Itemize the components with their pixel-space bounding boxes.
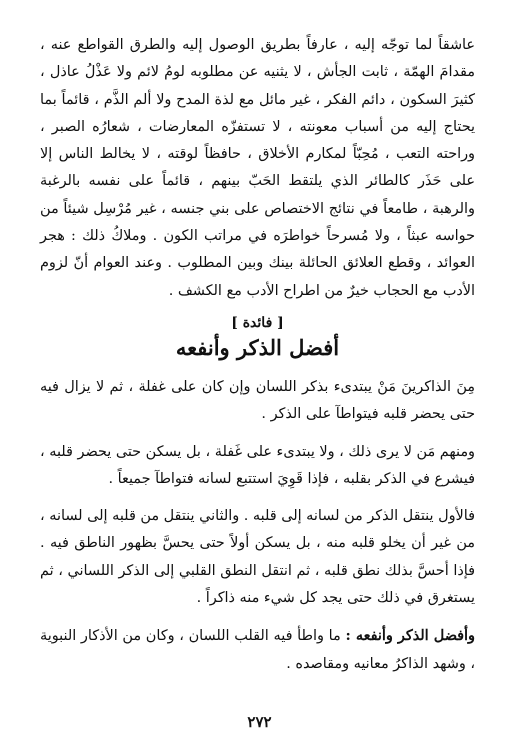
section-tag: [ فائدة ] [231,314,284,331]
page-number: ٢٧٢ [247,713,272,731]
paragraph-4-lead: وأفضل الذكر وأنفعه : [345,627,476,645]
paragraph-gap [40,612,475,622]
section-title: أفضل الذكر وأنفعه [175,334,340,360]
paragraph-4-text: ما واطأ فيه القلب اللسان ، وكان من الأذكار النبوية ، وشهد الذاكرُ معانيه ومقاصده . [40,628,475,672]
intro-paragraph: عاشقاً لما توجّه إليه ، عارفاً بطريق الوصول إليه والطرق القواطع عنه ، مقدامَ الهمّة ، ثابت الجأش ، لا يثنيه عن مطلوبه لومُ لائم ولا عَذْلُ عاذل ، كثيرَ السكون ، دائم الفكر ، غير مائل مع لذة المدح ولا ألم الذَّم ، قائماً بما يحتاج إليه من أسباب معونته ، لا تستفزّه المعارضات ، شعارُه الصبر ، وراحته التعب ، مُحِبّاً لمكارم الأخلاق ، حافظاً لوقته ، لا يخالط الناس إلا على حَذَر كالطائر الذي يلتقط الحَبّ بينهم ، قائماً على نفسه بالرغبة والرهبة ، طامعاً في نتائج الاختصاص على بني جنسه ، غير مُرْسِل شيئاً من حواسه عبثاً ، ولا مُسرحاً خواطرَه في مراتب الكون . وملاكُ ذلك : هجر العوائد ، وقطع العلائق الحائلة بينك وبين المطلوب . وعند العوام أنّ لزوم الأدب مع الحجاب خيرٌ من اطراح الأدب مع الكشف . [40,37,475,299]
paragraph-gap [40,493,475,503]
paragraph-1: مِنَ الذاكرينَ مَنْ يبتدىء بذكر اللسان وإن كان على غفلة ، ثم لا يزال فيه حتى يحضر قلبه فيتواطآ على الذكر . [40,378,475,423]
paragraph-3: فالأول ينتقل الذكر من لسانه إلى قلبه . والثاني ينتقل من قلبه إلى لسانه ، من غير أن يخلو قلبه منه ، بل يسكن أولاً حتى يحسَّ بظهور الناطق فيه . فإذا أحسَّ بذلك نطق قلبه ، ثم انتقل النطق القلبي إلى الذكر اللساني ، ثم يستغرق في ذلك حتى يجد كل شيء منه ذاكراً . [40,508,475,607]
paragraph-4 [40,622,475,678]
paragraph-2: ومنهم مَن لا يرى ذلك ، ولا يبتدىء على غَفلة ، بل يسكن حتى يحضر قلبه ، فيشرع في الذكر بقلبه ، فإذا قَوِيَ استتبع لسانه فتواطآ جميعاً . [40,443,475,487]
paragraph-gap [40,429,475,439]
